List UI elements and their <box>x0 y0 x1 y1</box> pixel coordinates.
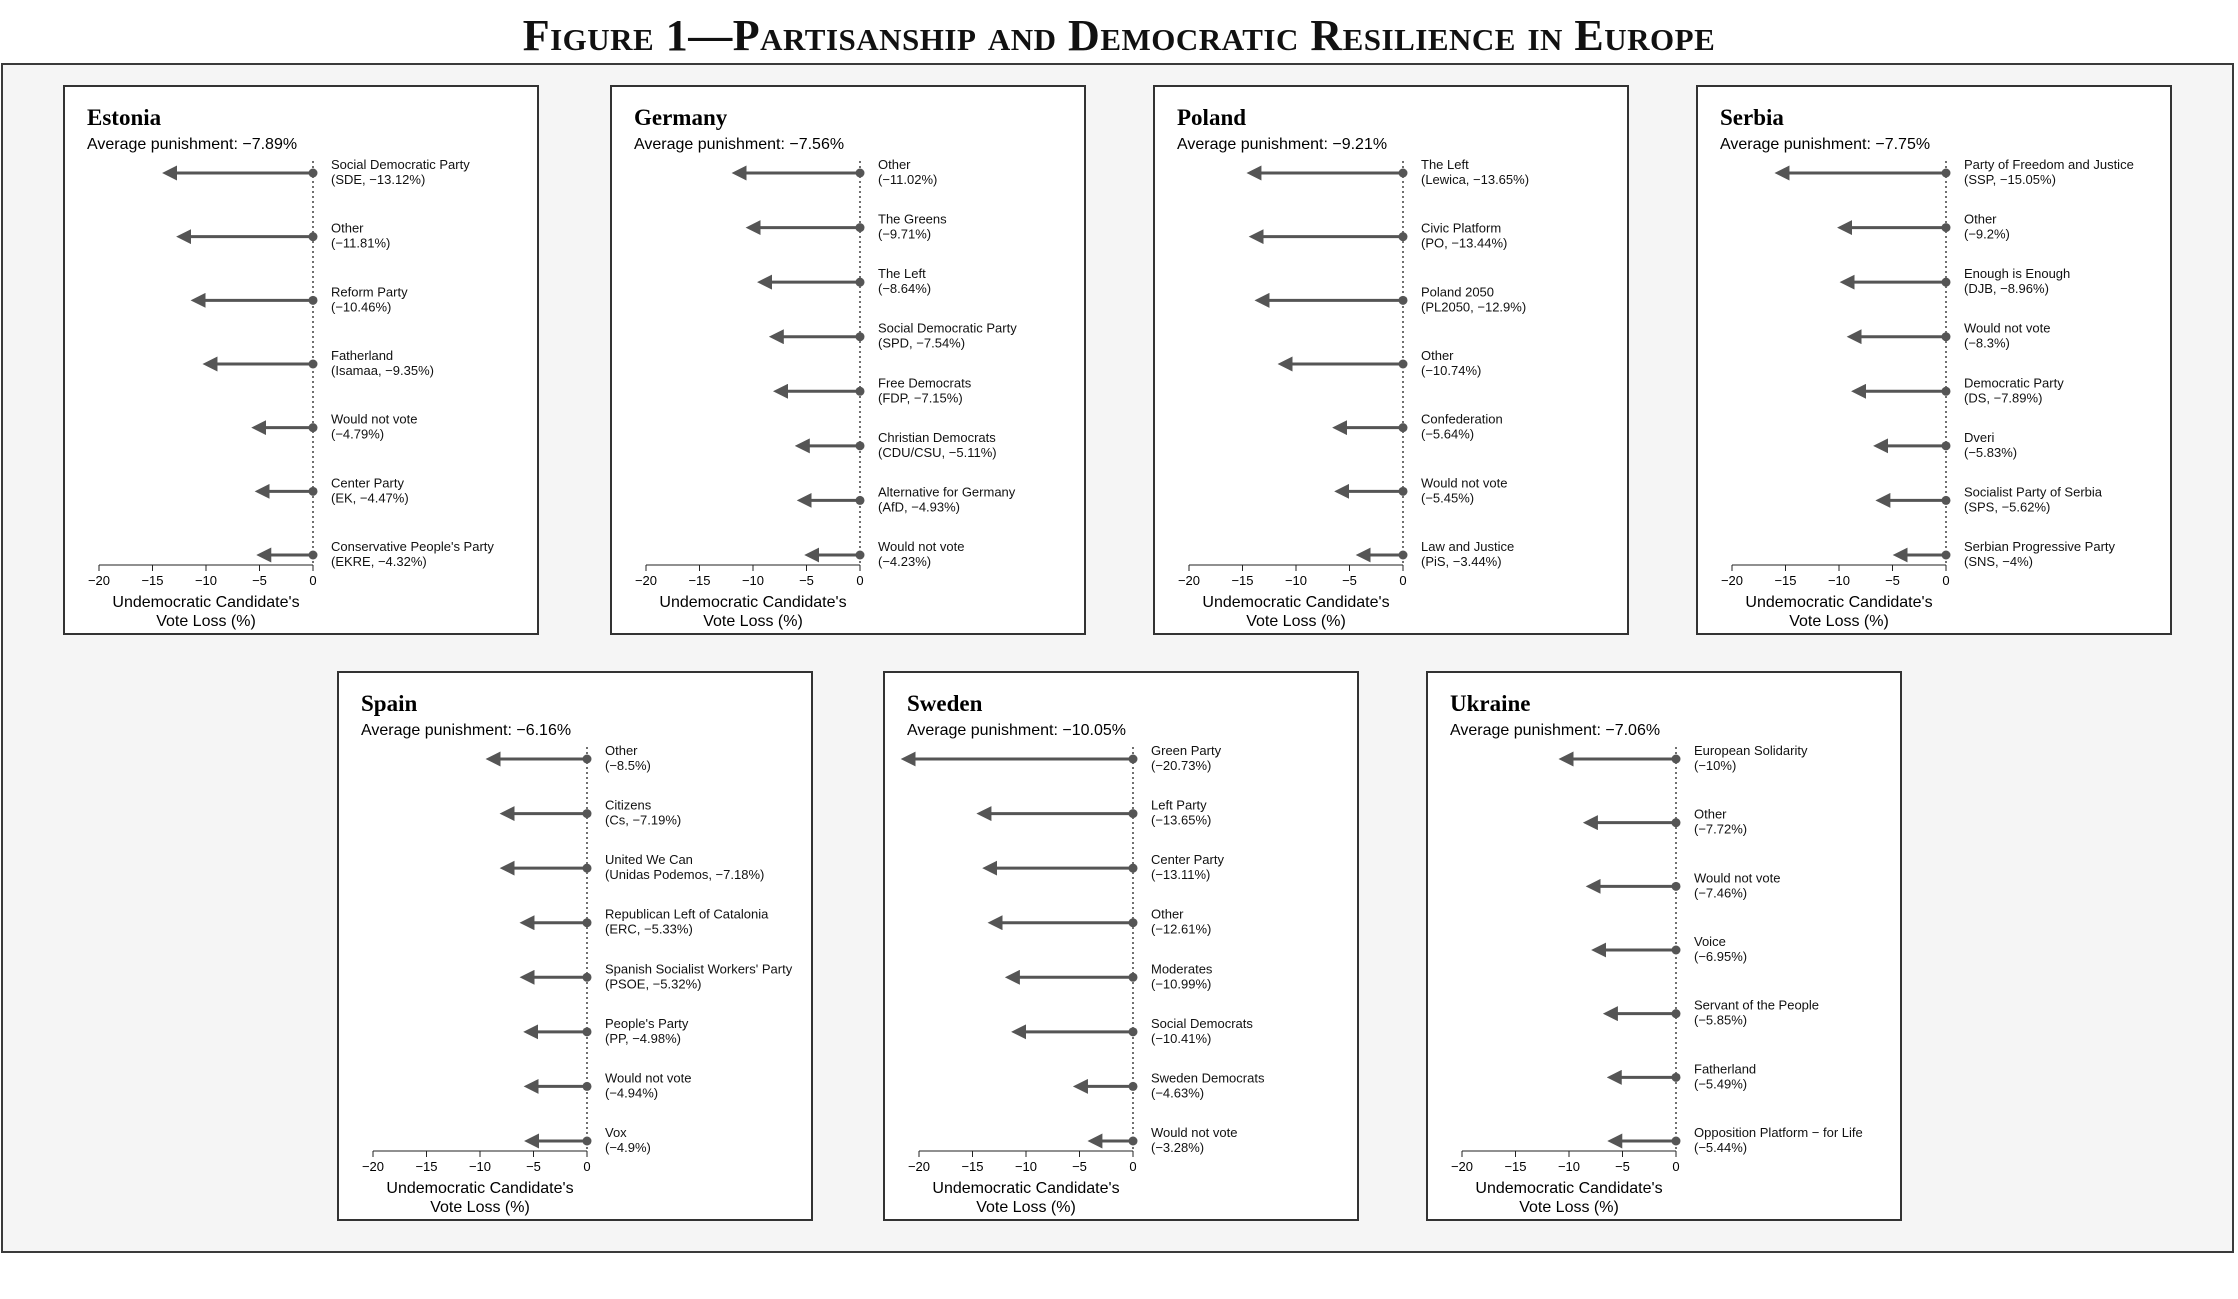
chart-svg <box>1155 87 1631 637</box>
x-tick-label: −15 <box>1774 573 1797 588</box>
party-label: Enough is Enough <box>1964 266 2071 282</box>
x-tick-label: 0 <box>583 1159 591 1174</box>
origin-point <box>856 441 865 450</box>
origin-point <box>309 551 318 560</box>
origin-point <box>583 918 592 927</box>
party-label: Free Democrats <box>878 375 972 391</box>
party-value-label: (−6.95%) <box>1694 949 1748 964</box>
origin-point <box>583 1082 592 1091</box>
origin-point <box>583 864 592 873</box>
x-tick-label: −5 <box>252 573 267 588</box>
panel-6 <box>1426 671 1902 1221</box>
x-tick-label: −10 <box>1827 573 1851 588</box>
origin-point <box>1129 755 1138 764</box>
party-value-label: (CDU/CSU, −5.11%) <box>878 444 997 460</box>
origin-point <box>1942 223 1951 232</box>
party-label: Christian Democrats <box>878 429 996 445</box>
party-label: Dveri <box>1964 429 1995 445</box>
x-axis-label: Vote Loss (%) <box>1246 613 1346 630</box>
origin-point <box>1399 232 1408 241</box>
x-tick-label: −10 <box>741 573 765 588</box>
party-label: Republican Left of Catalonia <box>605 906 769 922</box>
party-label: Moderates <box>1151 961 1213 977</box>
x-tick-label: −5 <box>1885 573 1900 588</box>
party-label: Center Party <box>331 475 404 491</box>
party-label: Other <box>1964 211 1997 227</box>
party-label: United We Can <box>605 852 693 868</box>
x-tick-label: −5 <box>526 1159 541 1174</box>
panel-title: Serbia <box>1720 105 1784 130</box>
x-axis-label: Undemocratic Candidate's <box>932 1180 1120 1197</box>
party-label: Center Party <box>1151 852 1224 868</box>
party-label: Social Democratic Party <box>878 320 1017 336</box>
party-value-label: (−7.46%) <box>1694 885 1748 901</box>
origin-point <box>309 169 318 178</box>
x-tick-label: −15 <box>961 1159 984 1174</box>
x-tick-label: 0 <box>309 573 317 588</box>
party-value-label: (−5.45%) <box>1421 490 1475 506</box>
x-axis-label: Undemocratic Candidate's <box>112 594 300 611</box>
x-axis-label: Undemocratic Candidate's <box>1202 594 1390 611</box>
party-label: Opposition Platform − for Life <box>1694 1125 1863 1140</box>
x-tick-label: −15 <box>415 1159 438 1174</box>
average-punishment: Average punishment: −9.21% <box>1177 136 1388 153</box>
party-value-label: (−12.61%) <box>1151 921 1212 937</box>
x-tick-label: −10 <box>1284 573 1308 588</box>
x-tick-label: −20 <box>907 1159 931 1174</box>
party-label: Would not vote <box>1694 870 1781 886</box>
origin-point <box>1942 332 1951 341</box>
origin-point <box>1129 864 1138 873</box>
party-value-label: (DJB, −8.96%) <box>1964 281 2049 297</box>
party-label: Vox <box>605 1125 627 1140</box>
origin-point <box>1942 387 1951 396</box>
party-label: Serbian Progressive Party <box>1964 539 2116 554</box>
panel-0 <box>63 85 539 635</box>
party-label: Conservative People's Party <box>331 539 494 554</box>
x-tick-label: −20 <box>361 1159 385 1174</box>
origin-point <box>1129 1137 1138 1146</box>
origin-point <box>856 169 865 178</box>
origin-point <box>1942 551 1951 560</box>
party-label: Fatherland <box>331 348 394 363</box>
party-value-label: (−10.46%) <box>331 299 392 315</box>
origin-point <box>856 496 865 505</box>
party-value-label: (−4.9%) <box>605 1140 651 1155</box>
party-label: The Greens <box>878 211 947 227</box>
origin-point <box>309 487 318 496</box>
origin-point <box>1399 551 1408 560</box>
origin-point <box>583 1027 592 1036</box>
party-value-label: (−4.94%) <box>605 1085 659 1101</box>
party-value-label: (−4.63%) <box>1151 1085 1205 1101</box>
origin-point <box>583 973 592 982</box>
party-value-label: (−13.11%) <box>1151 867 1211 883</box>
party-label: Sweden Democrats <box>1151 1070 1265 1086</box>
party-label: Would not vote <box>1421 475 1508 491</box>
origin-point <box>1399 296 1408 305</box>
origin-point <box>309 296 318 305</box>
party-label: Would not vote <box>331 411 418 427</box>
party-value-label: (Unidas Podemos, −7.18%) <box>605 867 765 883</box>
x-axis-label: Vote Loss (%) <box>1519 1199 1619 1216</box>
party-value-label: (−13.65%) <box>1151 812 1212 828</box>
party-value-label: (−5.49%) <box>1694 1076 1748 1092</box>
figure-title: Figure 1—Partisanship and Democratic Resilience in Europe <box>522 11 1716 60</box>
party-value-label: (EK, −4.47%) <box>331 490 409 506</box>
party-value-label: (−20.73%) <box>1151 758 1212 773</box>
origin-point <box>1129 809 1138 818</box>
party-label: Would not vote <box>1151 1125 1238 1140</box>
party-value-label: (−5.85%) <box>1694 1012 1748 1028</box>
x-axis-label: Vote Loss (%) <box>1789 613 1889 630</box>
x-axis-label: Undemocratic Candidate's <box>1475 1180 1663 1197</box>
party-label: Other <box>331 220 364 236</box>
party-value-label: (EKRE, −4.32%) <box>331 554 427 569</box>
chart-svg <box>885 673 1361 1223</box>
x-axis-label: Vote Loss (%) <box>156 613 256 630</box>
origin-point <box>583 1137 592 1146</box>
x-axis-label: Undemocratic Candidate's <box>659 594 847 611</box>
x-tick-label: 0 <box>1399 573 1407 588</box>
origin-point <box>856 332 865 341</box>
x-tick-label: −10 <box>468 1159 492 1174</box>
origin-point <box>1399 423 1408 432</box>
panel-2 <box>1153 85 1629 635</box>
party-value-label: (AfD, −4.93%) <box>878 499 961 515</box>
origin-point <box>1399 360 1408 369</box>
party-value-label: (SSP, −15.05%) <box>1964 172 2056 187</box>
origin-point <box>856 223 865 232</box>
party-label: Servant of the People <box>1694 997 1820 1013</box>
x-tick-label: −10 <box>1557 1159 1581 1174</box>
party-value-label: (PL2050, −12.9%) <box>1421 299 1527 315</box>
party-label: Would not vote <box>605 1070 692 1086</box>
party-label: Left Party <box>1151 797 1207 813</box>
party-value-label: (FDP, −7.15%) <box>878 390 963 406</box>
party-label: Green Party <box>1151 743 1222 758</box>
party-value-label: (SNS, −4%) <box>1964 554 2033 569</box>
party-value-label: (PiS, −3.44%) <box>1421 554 1502 569</box>
party-label: Civic Platform <box>1421 220 1502 236</box>
party-value-label: (−10%) <box>1694 758 1737 773</box>
x-tick-label: −5 <box>1072 1159 1087 1174</box>
origin-point <box>309 232 318 241</box>
party-value-label: (Isamaa, −9.35%) <box>331 363 434 378</box>
party-value-label: (−10.41%) <box>1151 1030 1212 1046</box>
origin-point <box>1672 1073 1681 1082</box>
party-label: Would not vote <box>1964 320 2051 336</box>
origin-point <box>583 755 592 764</box>
party-label: People's Party <box>605 1015 689 1031</box>
x-tick-label: 0 <box>1672 1159 1680 1174</box>
origin-point <box>1942 169 1951 178</box>
origin-point <box>309 360 318 369</box>
party-value-label: (−10.74%) <box>1421 363 1482 378</box>
party-label: Other <box>605 743 638 758</box>
panel-title: Spain <box>361 691 418 716</box>
party-label: Party of Freedom and Justice <box>1964 157 2134 172</box>
party-label: The Left <box>878 266 926 282</box>
origin-point <box>1129 1082 1138 1091</box>
party-label: European Solidarity <box>1694 743 1808 758</box>
x-axis-label: Vote Loss (%) <box>430 1199 530 1216</box>
x-tick-label: 0 <box>1942 573 1950 588</box>
origin-point <box>1942 441 1951 450</box>
origin-point <box>856 551 865 560</box>
origin-point <box>1129 1027 1138 1036</box>
chart-svg <box>1698 87 2174 637</box>
panel-3 <box>1696 85 2172 635</box>
chart-svg <box>1428 673 1904 1223</box>
party-value-label: (ERC, −5.33%) <box>605 921 693 937</box>
party-value-label: (PSOE, −5.32%) <box>605 976 702 992</box>
origin-point <box>856 387 865 396</box>
x-tick-label: −20 <box>1450 1159 1474 1174</box>
average-punishment: Average punishment: −10.05% <box>907 722 1126 739</box>
chart-svg <box>339 673 815 1223</box>
party-value-label: (−7.72%) <box>1694 821 1748 837</box>
x-tick-label: −20 <box>87 573 111 588</box>
origin-point <box>1672 818 1681 827</box>
party-value-label: (SPS, −5.62%) <box>1964 499 2051 515</box>
x-axis-label: Undemocratic Candidate's <box>386 1180 574 1197</box>
x-tick-label: 0 <box>856 573 864 588</box>
x-axis-label: Vote Loss (%) <box>703 613 803 630</box>
x-tick-label: −5 <box>799 573 814 588</box>
x-tick-label: −15 <box>1231 573 1254 588</box>
average-punishment: Average punishment: −7.06% <box>1450 722 1661 739</box>
x-tick-label: −10 <box>194 573 218 588</box>
party-label: Confederation <box>1421 411 1503 427</box>
x-axis-label: Vote Loss (%) <box>976 1199 1076 1216</box>
panel-title: Germany <box>634 105 728 130</box>
average-punishment: Average punishment: −6.16% <box>361 722 572 739</box>
figure-frame <box>1 63 2234 1253</box>
chart-svg <box>65 87 541 637</box>
panel-title: Sweden <box>907 691 983 716</box>
x-tick-label: −5 <box>1342 573 1357 588</box>
origin-point <box>1399 169 1408 178</box>
party-value-label: (−9.71%) <box>878 226 932 242</box>
party-value-label: (−4.79%) <box>331 426 385 442</box>
party-value-label: (−4.23%) <box>878 554 932 569</box>
x-tick-label: −20 <box>1720 573 1744 588</box>
party-label: Would not vote <box>878 539 965 554</box>
party-label: Voice <box>1694 934 1726 949</box>
party-value-label: (Lewica, −13.65%) <box>1421 172 1530 187</box>
x-tick-label: −5 <box>1615 1159 1630 1174</box>
party-value-label: (PP, −4.98%) <box>605 1030 682 1046</box>
party-label: Law and Justice <box>1421 539 1515 554</box>
party-label: Fatherland <box>1694 1061 1757 1077</box>
party-label: Socialist Party of Serbia <box>1964 484 2103 500</box>
origin-point <box>583 809 592 818</box>
origin-point <box>1129 918 1138 927</box>
party-label: Poland 2050 <box>1421 284 1495 300</box>
party-value-label: (SDE, −13.12%) <box>331 172 426 187</box>
x-tick-label: −20 <box>1177 573 1201 588</box>
x-tick-label: −15 <box>141 573 164 588</box>
x-tick-label: 0 <box>1129 1159 1137 1174</box>
party-value-label: (Cs, −7.19%) <box>605 812 682 828</box>
party-value-label: (SPD, −7.54%) <box>878 335 966 351</box>
average-punishment: Average punishment: −7.75% <box>1720 136 1931 153</box>
origin-point <box>1672 1009 1681 1018</box>
panel-5 <box>883 671 1359 1221</box>
origin-point <box>1672 1137 1681 1146</box>
x-axis-label: Undemocratic Candidate's <box>1745 594 1933 611</box>
party-value-label: (−3.28%) <box>1151 1140 1205 1155</box>
party-label: Citizens <box>605 797 652 813</box>
party-value-label: (−11.02%) <box>878 172 938 187</box>
party-label: Social Democratic Party <box>331 157 470 172</box>
x-tick-label: −10 <box>1014 1159 1038 1174</box>
average-punishment: Average punishment: −7.89% <box>87 136 298 153</box>
party-value-label: (−10.99%) <box>1151 976 1212 992</box>
average-punishment: Average punishment: −7.56% <box>634 136 845 153</box>
x-tick-label: −20 <box>634 573 658 588</box>
party-value-label: (PO, −13.44%) <box>1421 235 1508 251</box>
origin-point <box>1942 278 1951 287</box>
party-label: Democratic Party <box>1964 375 2064 391</box>
x-tick-label: −15 <box>1504 1159 1527 1174</box>
party-label: Spanish Socialist Workers' Party <box>605 961 793 977</box>
party-value-label: (−8.64%) <box>878 281 932 297</box>
party-label: The Left <box>1421 157 1469 172</box>
x-tick-label: −15 <box>688 573 711 588</box>
origin-point <box>1399 487 1408 496</box>
party-value-label: (−8.3%) <box>1964 335 2010 351</box>
panel-1 <box>610 85 1086 635</box>
chart-svg <box>612 87 1088 637</box>
party-value-label: (−5.83%) <box>1964 444 2018 460</box>
party-value-label: (−5.44%) <box>1694 1140 1748 1155</box>
origin-point <box>1672 946 1681 955</box>
party-label: Other <box>1421 348 1454 363</box>
panel-title: Estonia <box>87 105 162 130</box>
party-label: Reform Party <box>331 284 408 300</box>
party-value-label: (−9.2%) <box>1964 226 2010 242</box>
panel-title: Ukraine <box>1450 691 1531 716</box>
origin-point <box>309 423 318 432</box>
party-label: Alternative for Germany <box>878 484 1016 500</box>
party-label: Other <box>1694 806 1727 822</box>
origin-point <box>1129 973 1138 982</box>
panel-4 <box>337 671 813 1221</box>
party-value-label: (−8.5%) <box>605 758 651 773</box>
origin-point <box>1672 755 1681 764</box>
party-label: Other <box>878 157 911 172</box>
origin-point <box>1672 882 1681 891</box>
party-label: Other <box>1151 906 1184 922</box>
party-value-label: (−11.81%) <box>331 235 391 251</box>
party-value-label: (DS, −7.89%) <box>1964 390 2043 406</box>
origin-point <box>856 278 865 287</box>
origin-point <box>1942 496 1951 505</box>
party-value-label: (−5.64%) <box>1421 426 1475 442</box>
party-label: Social Democrats <box>1151 1015 1253 1031</box>
panel-title: Poland <box>1177 105 1247 130</box>
